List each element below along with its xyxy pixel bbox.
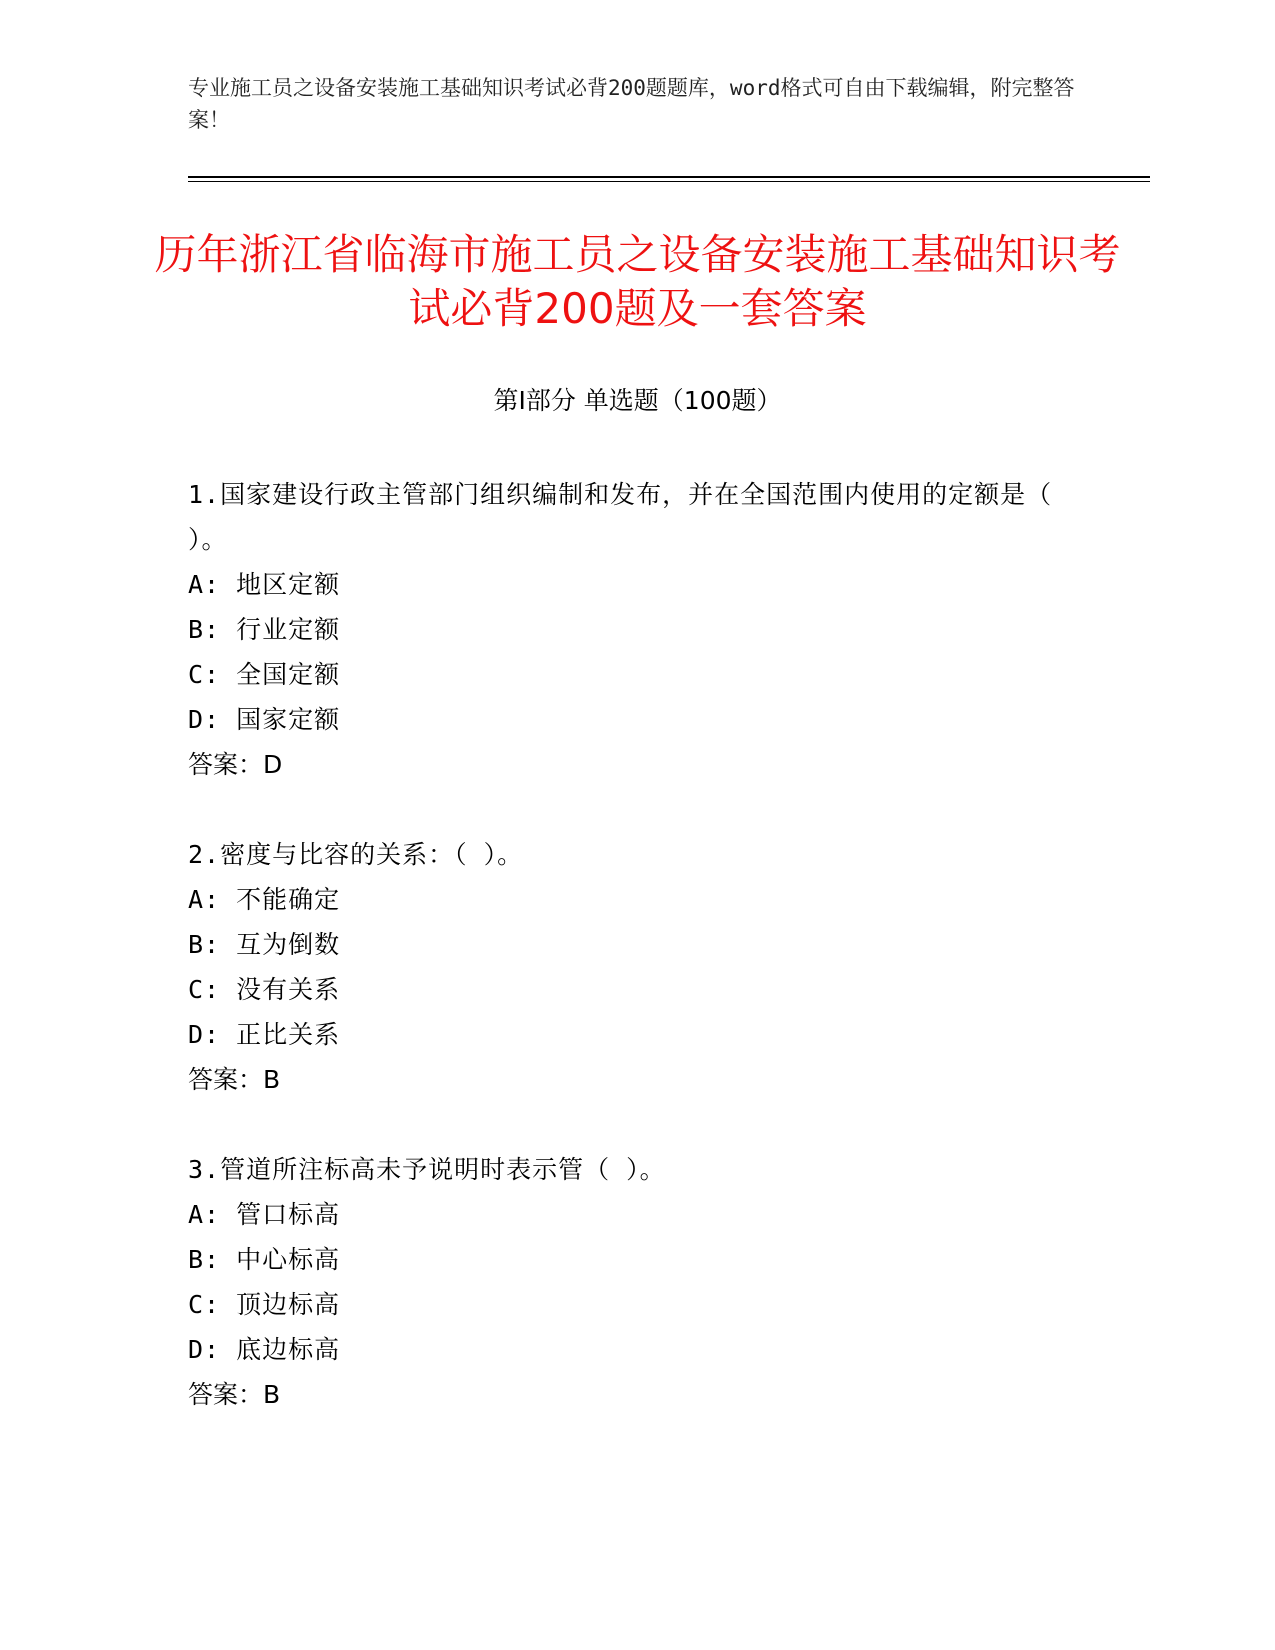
header-rule-thin (188, 181, 1150, 182)
header-rule-thick (188, 176, 1150, 178)
option-c: C: 全国定额 (188, 660, 341, 689)
option-b: B: 互为倒数 (188, 930, 341, 959)
answer: 答案：B (188, 1380, 281, 1409)
option-c: C: 顶边标高 (188, 1290, 341, 1319)
question-text: 3.管道所注标高未予说明时表示管（ ）。 (188, 1155, 666, 1184)
document-title: 历年浙江省临海市施工员之设备安装施工基础知识考试必背200题及一套答案 (154, 230, 1121, 333)
option-a: A: 不能确定 (188, 885, 341, 914)
question-2 (188, 832, 1088, 1102)
option-a: A: 地区定额 (188, 570, 341, 599)
option-b: B: 中心标高 (188, 1245, 341, 1274)
header-note: 专业施工员之设备安装施工基础知识考试必背200题题库，word格式可自由下载编辑，附完整答案！ (188, 76, 1075, 132)
question-text: 1.国家建设行政主管部门组织编制和发布，并在全国范围内使用的定额是（ ）。 (188, 480, 1053, 554)
option-d: D: 国家定额 (188, 705, 341, 734)
answer: 答案：B (188, 1065, 281, 1094)
question-list (188, 472, 1088, 1462)
option-d: D: 正比关系 (188, 1020, 341, 1049)
option-c: C: 没有关系 (188, 975, 341, 1004)
question-text: 2.密度与比容的关系：（ ）。 (188, 840, 524, 869)
option-b: B: 行业定额 (188, 615, 341, 644)
option-a: A: 管口标高 (188, 1200, 341, 1229)
option-d: D: 底边标高 (188, 1335, 341, 1364)
question-1 (188, 472, 1088, 787)
question-3 (188, 1147, 1088, 1417)
section-heading: 第Ⅰ部分 单选题（100题） (493, 386, 782, 415)
answer: 答案：D (188, 750, 283, 779)
